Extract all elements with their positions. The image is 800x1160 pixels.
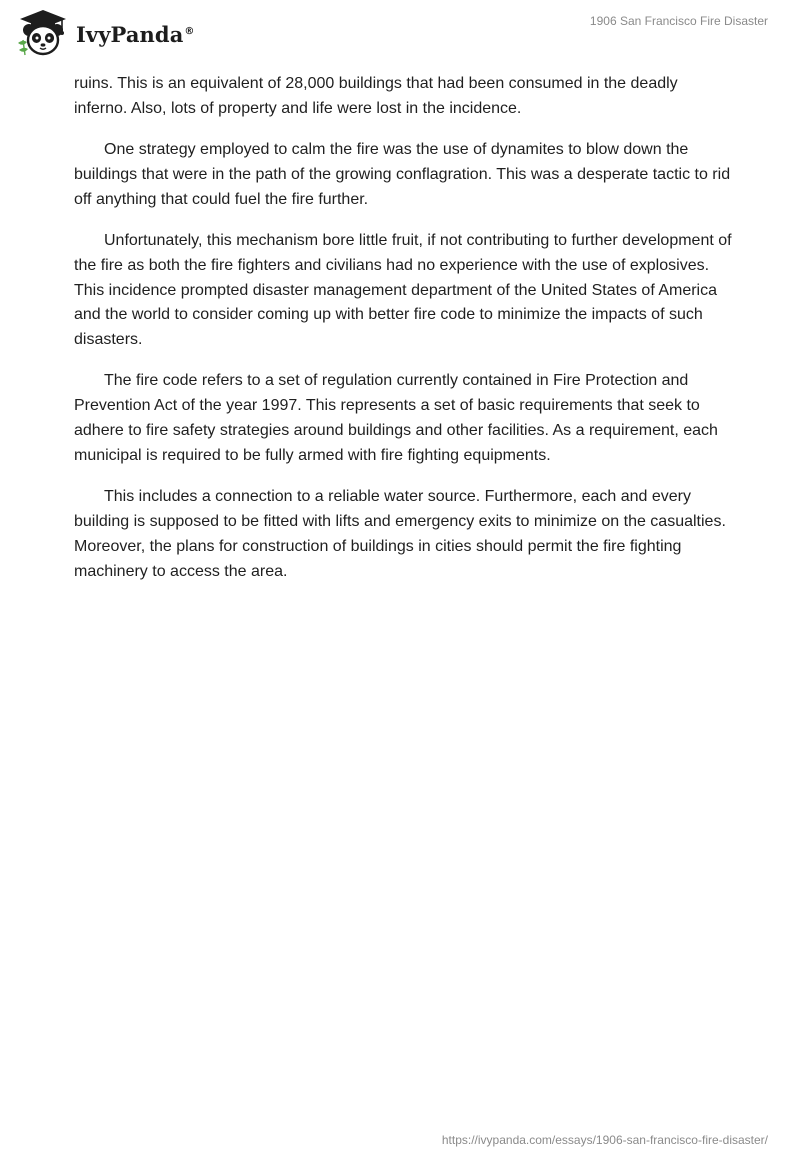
paragraph-3: Unfortunately, this mechanism bore little fruit, if not contributing to further development of the fire as both the fire fighters and civilians had no experience with the use of explosives. This incidence prompted disaster management department of the United States of America and the world to consider coming up with better fire code to minimize the impacts of such disasters. (74, 231, 732, 349)
paragraph-5: This includes a connection to a reliable water source. Furthermore, each and every building is supposed to be fitted with lifts and emergency exits to minimize on the casualties. Moreover, the plans for construction of buildings in cities should permit the fire fighting machinery to access the area. (74, 488, 726, 580)
source-url-link[interactable]: https://ivypanda.com/essays/1906-san-francisco-fire-disaster/ (441, 1133, 768, 1147)
brand-name: IvyPanda® (76, 21, 195, 47)
paragraph-1: ruins. This is an equivalent of 28,000 buildings that had been consumed in the deadly inferno. Also, lots of property and life were lost in the incidence. (74, 75, 678, 117)
paragraph-4: The fire code refers to a set of regulation currently contained in Fire Protection and Prevention Act of the year 1997. This represents a set of basic requirements that seek to adhere to fire safety strategies around buildings and other facilities. As a requirement, each municipal is required to be fully armed with fire fighting equipments. (74, 372, 718, 464)
essay-body (74, 72, 734, 601)
panda-graduate-icon (14, 8, 72, 58)
document-title: 1906 San Francisco Fire Disaster (589, 14, 768, 28)
registered-mark: ® (184, 25, 195, 37)
paragraph-2: One strategy employed to calm the fire was the use of dynamites to blow down the buildings that were in the path of the growing conflagration. This was a desperate tactic to rid off anything that could fuel the fire further. (74, 141, 731, 208)
page-header (0, 0, 800, 70)
ivypanda-logo[interactable] (14, 8, 195, 58)
